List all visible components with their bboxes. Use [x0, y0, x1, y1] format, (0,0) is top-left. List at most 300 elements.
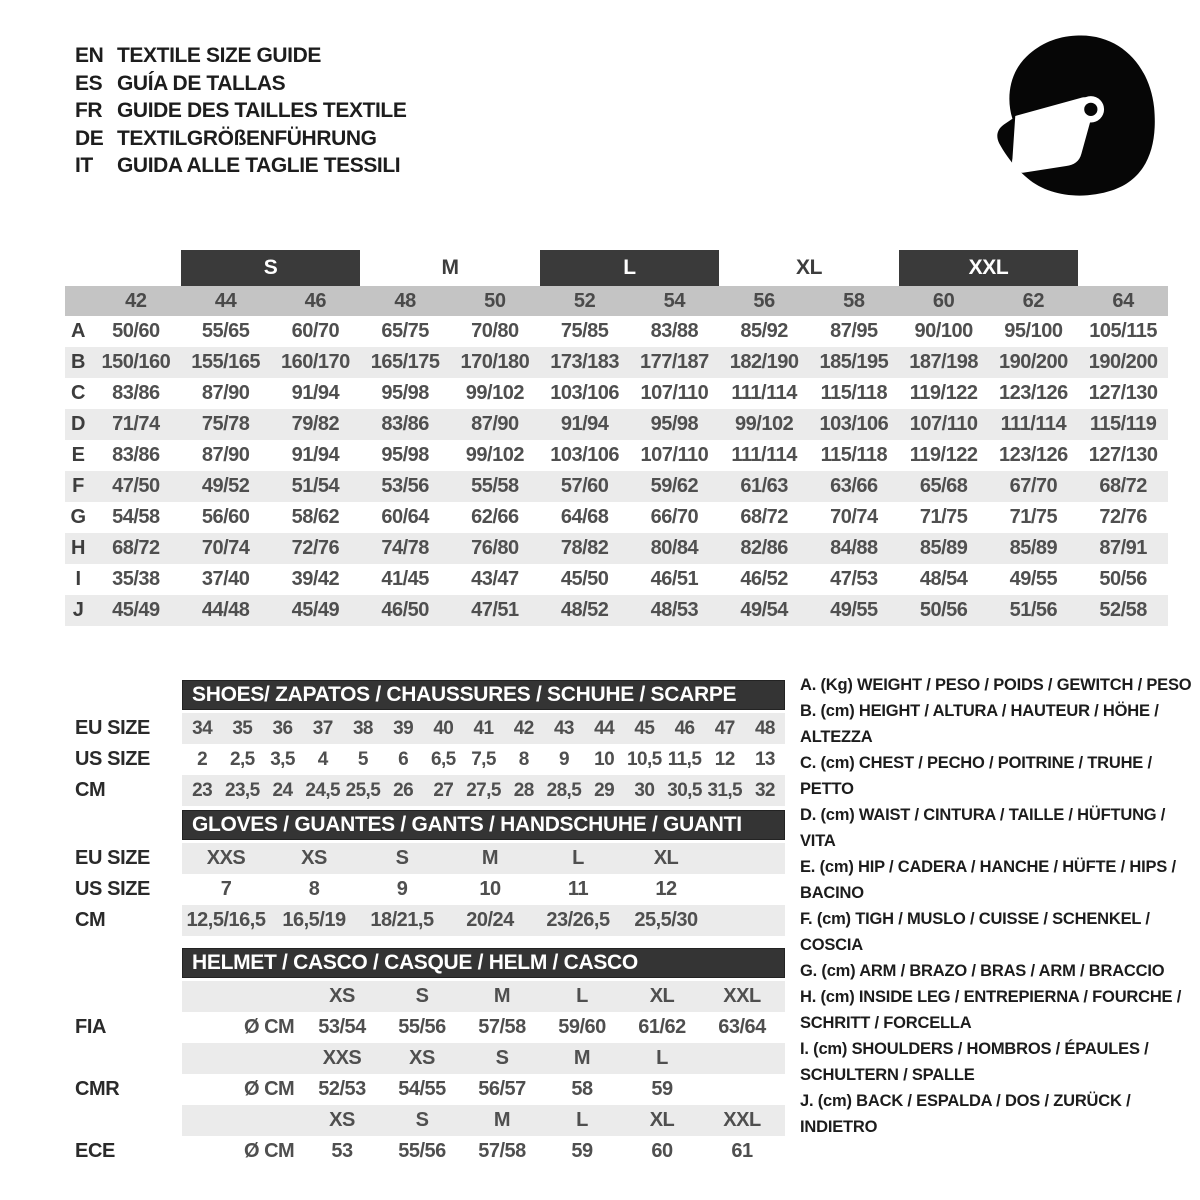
- size-value-cell: 111/114: [719, 440, 809, 471]
- size-value-cell: 43/47: [450, 564, 540, 595]
- measurement-legend-item: D. (cm) WAIST / CINTURA / TAILLE / HÜFTUNG / VITA: [800, 806, 1166, 850]
- size-value-cell: 37/40: [181, 564, 271, 595]
- row-label: CM: [75, 779, 106, 801]
- row-letter-cell: H: [65, 533, 91, 564]
- size-value-cell: 55/65: [181, 316, 271, 347]
- language-code: DE: [75, 126, 104, 150]
- textile-size-table: [65, 250, 1168, 626]
- measurement-legend-item: C. (cm) CHEST / PECHO / POITRINE / TRUHE / PETTO: [800, 754, 1152, 798]
- helmet-value-cell: 53: [331, 1140, 353, 1162]
- size-value-cell: 48/53: [630, 595, 720, 626]
- shoe-size-cell: 23,5: [225, 780, 260, 801]
- column-header-cell: 42: [91, 286, 181, 316]
- glove-size-cell: 20/24: [466, 909, 514, 931]
- diameter-unit-cell: Ø CM: [244, 1016, 295, 1038]
- shoe-size-cell: 32: [754, 780, 775, 801]
- helmet-size-table: [75, 948, 785, 1167]
- table-row: [75, 775, 785, 806]
- size-value-cell: 85/89: [989, 533, 1079, 564]
- shoe-size-cell: 10,5: [627, 749, 662, 770]
- language-code: ES: [75, 71, 103, 95]
- size-value-cell: 75/78: [181, 409, 271, 440]
- size-value-cell: 68/72: [719, 502, 809, 533]
- helmet-value-cell: 57/58: [478, 1016, 526, 1038]
- guide-title: GUIDE DES TAILLES TEXTILE: [117, 99, 407, 122]
- glove-size-cell: S: [395, 847, 409, 869]
- shoe-size-cell: 31,5: [707, 780, 743, 801]
- column-header-cell: 52: [540, 286, 630, 316]
- size-value-cell: 127/130: [1078, 440, 1168, 471]
- helmet-standard-section: [75, 1043, 785, 1105]
- shoe-size-cell: 23: [192, 780, 213, 801]
- unit-spacer-cell: [182, 1043, 302, 1074]
- size-value-cell: 99/102: [719, 409, 809, 440]
- guide-title: TEXTILE SIZE GUIDE: [117, 44, 321, 67]
- shoe-size-cell: 4: [317, 749, 328, 770]
- measurement-legend-item: B. (cm) HEIGHT / ALTURA / HAUTEUR / HÖHE / ALTEZZA: [800, 702, 1159, 746]
- column-header-cell: 64: [1078, 286, 1168, 316]
- row-letter-cell: C: [65, 378, 91, 409]
- size-value-cell: 177/187: [630, 347, 720, 378]
- size-value-cell: 68/72: [1078, 471, 1168, 502]
- size-value-cell: 87/90: [181, 440, 271, 471]
- size-value-cell: 111/114: [989, 409, 1079, 440]
- shoe-size-cell: 25,5: [345, 780, 381, 801]
- helmet-value-cell: 60: [651, 1140, 673, 1162]
- helmet-size-cell: XS: [409, 1047, 435, 1069]
- glove-size-cell: 12: [655, 878, 677, 900]
- language-line: [75, 70, 406, 98]
- size-value-cell: 71/74: [91, 409, 181, 440]
- shoes-rows: [75, 713, 785, 806]
- size-group-spacer: [1078, 250, 1168, 286]
- glove-size-cell: 12,5/16,5: [186, 909, 266, 931]
- helmet-value-cell: 61: [731, 1140, 753, 1162]
- guide-title: GUÍA DE TALLAS: [117, 71, 286, 95]
- unit-spacer-cell: [182, 1105, 302, 1136]
- size-value-cell: 107/110: [899, 409, 989, 440]
- size-value-cell: 46/52: [719, 564, 809, 595]
- glove-size-cell: 7: [220, 878, 232, 900]
- glove-size-cell: 23/26,5: [546, 909, 610, 931]
- size-value-cell: 83/86: [91, 440, 181, 471]
- size-group-s: S: [181, 250, 361, 286]
- row-label: EU SIZE: [75, 717, 150, 739]
- size-value-cell: 46/51: [630, 564, 720, 595]
- shoe-size-cell: 48: [754, 718, 775, 739]
- shoe-size-cell: 3,5: [270, 749, 295, 770]
- size-value-cell: 41/45: [360, 564, 450, 595]
- size-value-cell: 54/58: [91, 502, 181, 533]
- size-value-cell: 107/110: [630, 440, 720, 471]
- glove-size-cell: 11: [567, 878, 589, 900]
- shoe-size-cell: 29: [594, 780, 615, 801]
- size-value-cell: 46/50: [360, 595, 450, 626]
- helmet-size-cell: M: [493, 985, 511, 1007]
- size-value-cell: 50/56: [1078, 564, 1168, 595]
- column-header-cell: 62: [989, 286, 1079, 316]
- shoe-size-cell: 40: [433, 718, 454, 739]
- shoe-size-cell: 28,5: [546, 780, 582, 801]
- helmet-size-cell: M: [573, 1047, 591, 1069]
- measurement-legend-item: E. (cm) HIP / CADERA / HANCHE / HÜFTE / HIPS / BACINO: [800, 858, 1176, 902]
- size-value-cell: 71/75: [899, 502, 989, 533]
- size-value-cell: 72/76: [1078, 502, 1168, 533]
- row-letter-cell: D: [65, 409, 91, 440]
- size-value-cell: 115/118: [809, 378, 899, 409]
- measurement-legend: [800, 672, 1200, 1140]
- size-value-cell: 87/90: [450, 409, 540, 440]
- shoe-size-cell: 41: [473, 718, 494, 739]
- size-value-cell: 91/94: [540, 409, 630, 440]
- size-value-cell: 83/88: [630, 316, 720, 347]
- shoe-size-cell: 2: [197, 749, 208, 770]
- column-header-cell: 58: [809, 286, 899, 316]
- standard-label: ECE: [75, 1140, 115, 1162]
- helmet-size-cell: XL: [649, 985, 675, 1007]
- shoe-size-cell: 8: [518, 749, 529, 770]
- size-value-cell: 105/115: [1078, 316, 1168, 347]
- size-value-cell: 39/42: [271, 564, 361, 595]
- helmet-table-title: HELMET / CASCO / CASQUE / HELM / CASCO: [182, 948, 785, 978]
- size-value-cell: 65/68: [899, 471, 989, 502]
- size-value-cell: 68/72: [91, 533, 181, 564]
- helmet-value-cell: 54/55: [398, 1078, 446, 1100]
- helmet-value-row: [75, 1074, 785, 1105]
- guide-title: GUIDA ALLE TAGLIE TESSILI: [117, 154, 401, 177]
- column-header-cell: 54: [630, 286, 720, 316]
- column-header-cell: 44: [181, 286, 271, 316]
- column-header-cell: 48: [360, 286, 450, 316]
- size-value-cell: 79/82: [271, 409, 361, 440]
- helmet-size-cell: L: [576, 1109, 588, 1131]
- size-value-cell: 150/160: [91, 347, 181, 378]
- size-value-cell: 99/102: [450, 378, 540, 409]
- size-value-cell: 165/175: [360, 347, 450, 378]
- size-value-cell: 49/54: [719, 595, 809, 626]
- measurement-legend-item: I. (cm) SHOULDERS / HOMBROS / ÉPAULES / SCHULTERN / SPALLE: [800, 1040, 1149, 1084]
- column-header-cell: 60: [899, 286, 989, 316]
- glove-size-cell: 8: [308, 878, 320, 900]
- size-value-cell: 80/84: [630, 533, 720, 564]
- glove-size-cell: 16,5/19: [282, 909, 346, 931]
- size-value-cell: 75/85: [540, 316, 630, 347]
- standard-label: CMR: [75, 1078, 120, 1100]
- column-header-cell: 46: [271, 286, 361, 316]
- helmet-size-cell: XS: [329, 1109, 355, 1131]
- measurement-legend-item: F. (cm) TIGH / MUSLO / CUISSE / SCHENKEL / COSCIA: [800, 910, 1150, 954]
- column-header-cell: 50: [450, 286, 540, 316]
- shoe-size-cell: 30: [634, 780, 655, 801]
- size-value-cell: 56/60: [181, 502, 271, 533]
- size-value-cell: 57/60: [540, 471, 630, 502]
- helmet-size-cell: XXL: [723, 1109, 761, 1131]
- helmet-value-cell: 59: [571, 1140, 593, 1162]
- diameter-unit-cell: Ø CM: [244, 1140, 295, 1162]
- glove-size-cell: M: [481, 847, 499, 869]
- row-letter-cell: E: [65, 440, 91, 471]
- size-value-cell: 95/98: [360, 378, 450, 409]
- table-row: [75, 843, 785, 874]
- row-letter-cell: B: [65, 347, 91, 378]
- helmet-size-cell: L: [576, 985, 588, 1007]
- shoe-size-cell: 10: [594, 749, 615, 770]
- shoe-size-cell: 44: [594, 718, 615, 739]
- helmet-size-cell: XXL: [723, 985, 761, 1007]
- helmet-value-cell: 56/57: [478, 1078, 526, 1100]
- shoe-size-cell: 6: [398, 749, 409, 770]
- size-value-cell: 47/53: [809, 564, 899, 595]
- size-value-cell: 83/86: [91, 378, 181, 409]
- size-value-cell: 170/180: [450, 347, 540, 378]
- size-value-cell: 45/49: [91, 595, 181, 626]
- size-value-cell: 50/60: [91, 316, 181, 347]
- helmet-size-header-row: [182, 1105, 785, 1136]
- measurement-legend-item: J. (cm) BACK / ESPALDA / DOS / ZURÜCK / INDIETRO: [800, 1092, 1131, 1136]
- shoe-size-cell: 42: [513, 718, 534, 739]
- table-row: [75, 874, 785, 905]
- size-value-cell: 49/55: [989, 564, 1079, 595]
- helmet-standard-section: [75, 1105, 785, 1167]
- standard-label: FIA: [75, 1016, 107, 1038]
- size-value-cell: 47/51: [450, 595, 540, 626]
- size-value-cell: 87/91: [1078, 533, 1168, 564]
- size-value-cell: 190/200: [1078, 347, 1168, 378]
- size-value-cell: 91/94: [271, 440, 361, 471]
- shoe-size-cell: 34: [192, 718, 213, 739]
- shoe-size-cell: 24: [272, 780, 293, 801]
- size-value-cell: 103/106: [540, 378, 630, 409]
- language-line: [75, 97, 406, 125]
- gloves-rows: [75, 843, 785, 936]
- size-value-cell: 70/74: [809, 502, 899, 533]
- size-value-cell: 111/114: [719, 378, 809, 409]
- table-row: [75, 744, 785, 775]
- shoe-size-cell: 43: [553, 718, 574, 739]
- glove-size-cell: 10: [479, 878, 501, 900]
- helmet-size-cell: XL: [649, 1109, 675, 1131]
- size-value-cell: 65/75: [360, 316, 450, 347]
- size-value-cell: 61/63: [719, 471, 809, 502]
- language-line: [75, 125, 406, 153]
- shoe-size-cell: 5: [357, 749, 368, 770]
- helmet-value-row: [75, 1136, 785, 1167]
- table-row: [75, 713, 785, 744]
- size-group-xxl: XXL: [899, 250, 1079, 286]
- helmet-value-cell: 63/64: [718, 1016, 766, 1038]
- shoe-size-cell: 38: [352, 718, 373, 739]
- size-value-cell: 83/86: [360, 409, 450, 440]
- size-value-cell: 45/49: [271, 595, 361, 626]
- glove-size-cell: XXS: [206, 847, 246, 869]
- size-value-cell: 58/62: [271, 502, 361, 533]
- shoe-size-cell: 7,5: [471, 749, 496, 770]
- measurement-legend-item: A. (Kg) WEIGHT / PESO / POIDS / GEWITCH / PESO: [800, 676, 1192, 694]
- size-value-cell: 173/183: [540, 347, 630, 378]
- measurement-legend-item: G. (cm) ARM / BRAZO / BRAS / ARM / BRACCIO: [800, 962, 1165, 980]
- size-value-cell: 103/106: [540, 440, 630, 471]
- glove-size-cell: 25,5/30: [634, 909, 698, 931]
- helmet-value-cell: 59: [651, 1078, 673, 1100]
- size-value-cell: 74/78: [360, 533, 450, 564]
- shoe-size-cell: 30,5: [667, 780, 702, 801]
- size-value-cell: 49/55: [809, 595, 899, 626]
- shoes-table-title: SHOES/ ZAPATOS / CHAUSSURES / SCHUHE / SCARPE: [182, 680, 785, 710]
- size-value-cell: 70/74: [181, 533, 271, 564]
- shoe-size-cell: 45: [634, 718, 655, 739]
- size-value-cell: 51/56: [989, 595, 1079, 626]
- size-value-cell: 123/126: [989, 440, 1079, 471]
- size-value-cell: 127/130: [1078, 378, 1168, 409]
- table-row: [75, 905, 785, 936]
- guide-title: TEXTILGRÖßENFÜHRUNG: [117, 126, 377, 150]
- size-group-xl: XL: [795, 256, 823, 279]
- helmet-size-cell: XXS: [322, 1047, 362, 1069]
- helmet-value-cell: 58: [571, 1078, 593, 1100]
- shoe-size-cell: 37: [312, 718, 333, 739]
- language-line: [75, 42, 406, 70]
- size-value-cell: 64/68: [540, 502, 630, 533]
- size-value-cell: 99/102: [450, 440, 540, 471]
- size-value-cell: 62/66: [450, 502, 540, 533]
- row-label: US SIZE: [75, 878, 150, 900]
- helmet-size-cell: S: [415, 1109, 429, 1131]
- shoe-size-cell: 46: [674, 718, 695, 739]
- shoe-size-cell: 2,5: [229, 749, 255, 770]
- row-letter-cell: I: [65, 564, 91, 595]
- helmet-value-cell: 61/62: [638, 1016, 686, 1038]
- helmet-size-cell: S: [415, 985, 429, 1007]
- size-value-cell: 182/190: [719, 347, 809, 378]
- column-header-cell: 56: [719, 286, 809, 316]
- size-value-cell: 119/122: [899, 440, 989, 471]
- glove-size-cell: XL: [653, 847, 679, 869]
- size-value-cell: 160/170: [271, 347, 361, 378]
- size-value-cell: 82/86: [719, 533, 809, 564]
- shoe-size-cell: 27: [433, 780, 454, 801]
- language-line: [75, 152, 406, 180]
- size-value-cell: 63/66: [809, 471, 899, 502]
- size-value-cell: 59/62: [630, 471, 720, 502]
- row-letter-cell: J: [65, 595, 91, 626]
- helmet-size-cell: M: [493, 1109, 511, 1131]
- helmet-value-cell: 57/58: [478, 1140, 526, 1162]
- helmet-rows: [75, 981, 785, 1167]
- size-value-cell: 72/76: [271, 533, 361, 564]
- glove-size-cell: L: [572, 847, 584, 869]
- shoe-size-cell: 6,5: [431, 749, 456, 770]
- size-value-cell: 115/118: [809, 440, 899, 471]
- language-code: FR: [75, 99, 103, 122]
- size-value-cell: 44/48: [181, 595, 271, 626]
- helmet-size-cell: S: [495, 1047, 509, 1069]
- size-value-cell: 185/195: [809, 347, 899, 378]
- shoe-size-cell: 9: [558, 749, 569, 770]
- shoe-size-cell: 28: [513, 780, 534, 801]
- size-value-cell: 103/106: [809, 409, 899, 440]
- helmet-size-header-row: [182, 1043, 785, 1074]
- size-value-cell: 67/70: [989, 471, 1079, 502]
- size-value-cell: 76/80: [450, 533, 540, 564]
- size-value-cell: 53/56: [360, 471, 450, 502]
- size-value-cell: 66/70: [630, 502, 720, 533]
- shoe-size-cell: 12: [714, 749, 735, 770]
- shoe-size-cell: 26: [393, 780, 414, 801]
- size-value-cell: 123/126: [989, 378, 1079, 409]
- row-letter-cell: A: [65, 316, 91, 347]
- size-value-cell: 115/119: [1078, 409, 1168, 440]
- unit-spacer-cell: [182, 981, 302, 1012]
- size-value-cell: 47/50: [91, 471, 181, 502]
- shoe-size-cell: 24,5: [305, 780, 340, 801]
- size-value-cell: 187/198: [899, 347, 989, 378]
- helmet-value-cell: [702, 1074, 782, 1105]
- language-title-list: [75, 42, 406, 180]
- helmet-size-cell: XS: [329, 985, 355, 1007]
- size-value-cell: 155/165: [181, 347, 271, 378]
- helmet-value-row: [75, 1012, 785, 1043]
- corner-cell: [65, 286, 91, 316]
- size-group-m: M: [441, 256, 459, 279]
- helmet-value-cell: 55/56: [398, 1140, 446, 1162]
- size-value-cell: 48/54: [899, 564, 989, 595]
- helmet-value-cell: 55/56: [398, 1016, 446, 1038]
- size-value-cell: 51/54: [271, 471, 361, 502]
- shoe-size-cell: 47: [714, 718, 735, 739]
- shoes-size-table: [75, 680, 785, 806]
- gloves-size-table: [75, 810, 785, 936]
- size-value-cell: 87/95: [809, 316, 899, 347]
- size-value-cell: 107/110: [630, 378, 720, 409]
- row-label: CM: [75, 909, 106, 931]
- size-group-spacer: [65, 250, 181, 286]
- size-value-cell: 85/89: [899, 533, 989, 564]
- helmet-value-cell: 53/54: [318, 1016, 366, 1038]
- shoe-size-cell: 13: [754, 749, 775, 770]
- row-letter-cell: F: [65, 471, 91, 502]
- diameter-unit-cell: Ø CM: [244, 1078, 295, 1100]
- shoe-size-cell: 36: [272, 718, 293, 739]
- size-value-cell: 87/90: [181, 378, 271, 409]
- size-value-cell: 45/50: [540, 564, 630, 595]
- glove-size-cell: 9: [396, 878, 408, 900]
- helmet-value-cell: 59/60: [558, 1016, 606, 1038]
- row-label: US SIZE: [75, 748, 150, 770]
- size-value-cell: 95/100: [989, 316, 1079, 347]
- size-group-l: L: [540, 250, 720, 286]
- size-value-cell: 60/70: [271, 316, 361, 347]
- glove-size-cell: 18/21,5: [370, 909, 434, 931]
- size-value-cell: 90/100: [899, 316, 989, 347]
- gloves-table-title: GLOVES / GUANTES / GANTS / HANDSCHUHE / GUANTI: [182, 810, 785, 840]
- helmet-size-cell: [702, 1043, 782, 1074]
- size-value-cell: 119/122: [899, 378, 989, 409]
- size-value-cell: 95/98: [360, 440, 450, 471]
- size-value-cell: 50/56: [899, 595, 989, 626]
- size-value-cell: 60/64: [360, 502, 450, 533]
- size-value-cell: 48/52: [540, 595, 630, 626]
- language-code: IT: [75, 154, 93, 177]
- size-value-cell: 84/88: [809, 533, 899, 564]
- size-value-cell: 35/38: [91, 564, 181, 595]
- size-value-cell: 55/58: [450, 471, 540, 502]
- size-value-cell: 190/200: [989, 347, 1079, 378]
- size-value-cell: 78/82: [540, 533, 630, 564]
- row-letter-cell: G: [65, 502, 91, 533]
- size-value-cell: 85/92: [719, 316, 809, 347]
- size-value-cell: 91/94: [271, 378, 361, 409]
- helmet-value-cell: 52/53: [318, 1078, 366, 1100]
